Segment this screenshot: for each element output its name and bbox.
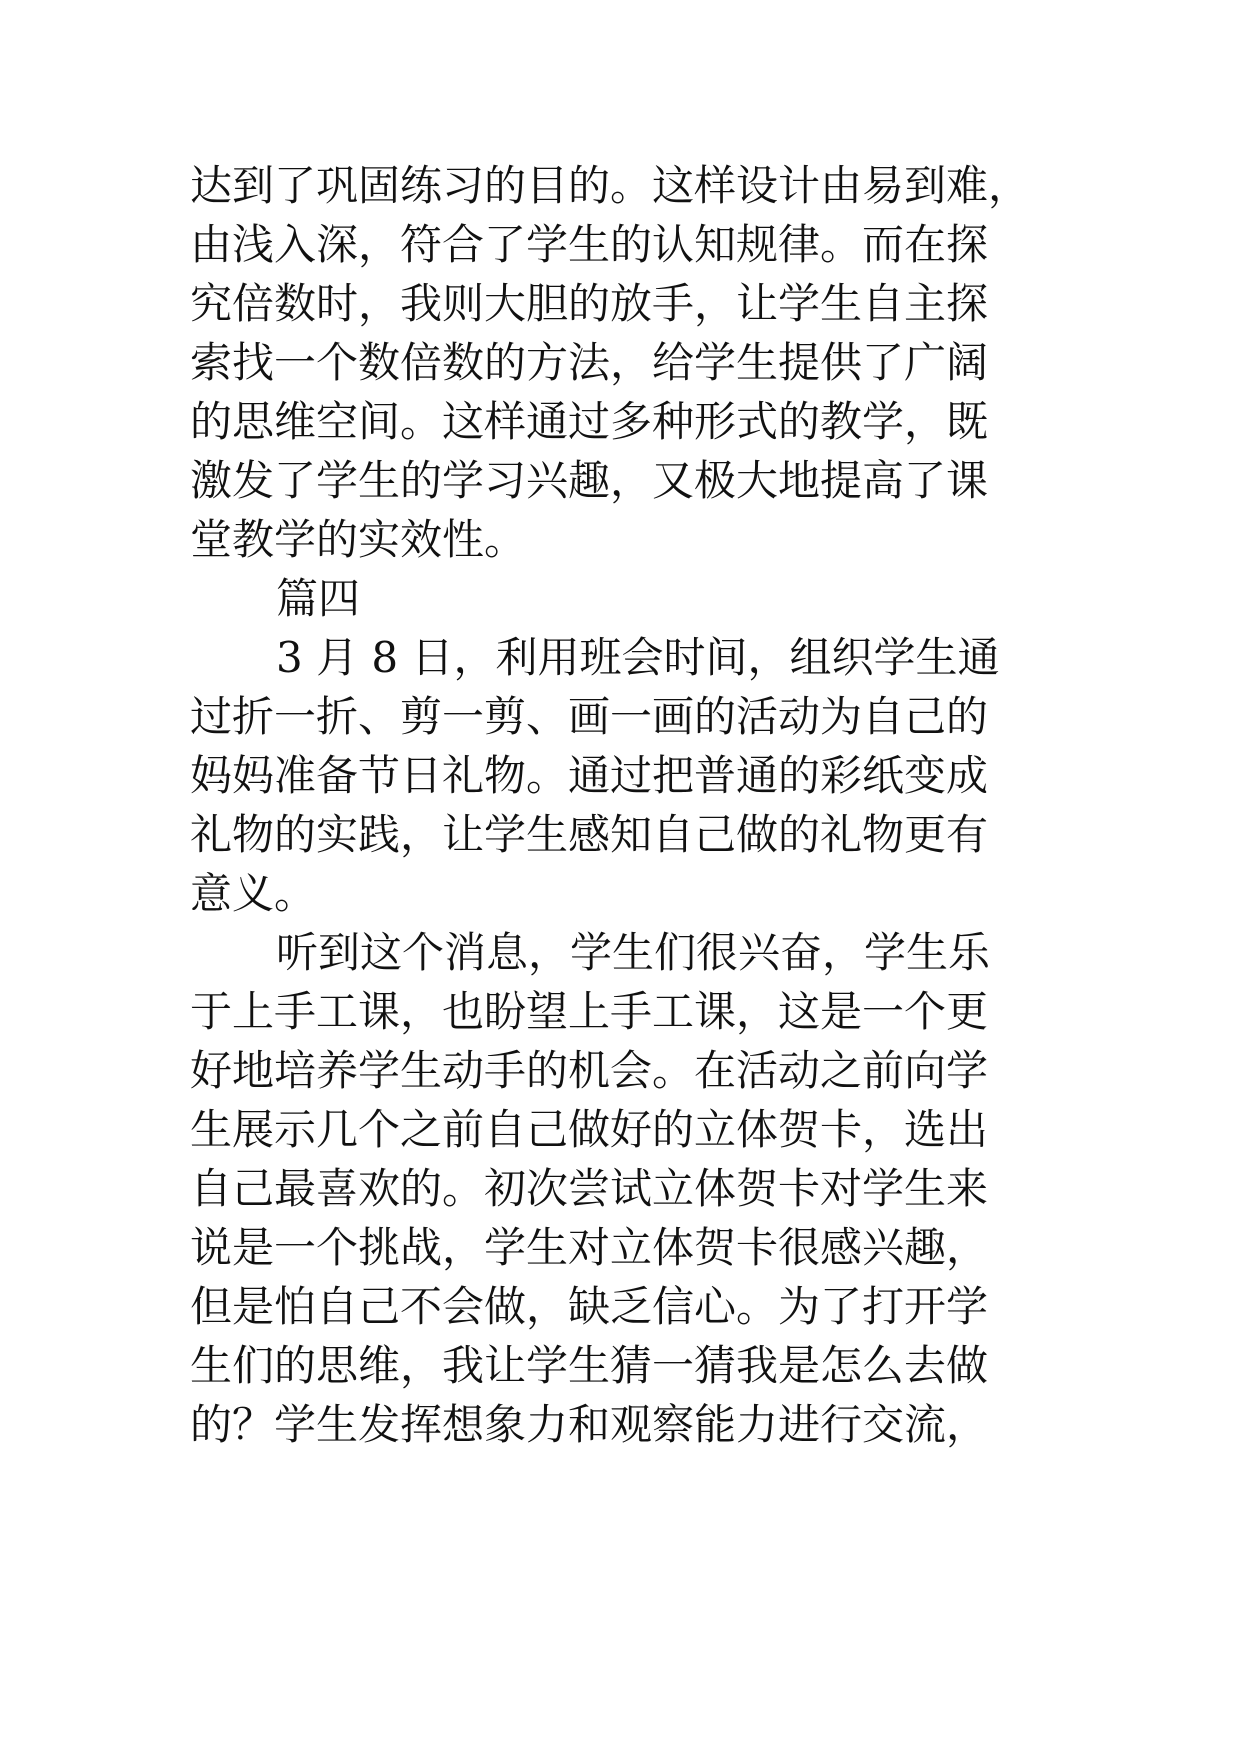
- text-line: 堂教学的实效性。: [190, 515, 527, 564]
- paragraph-line: 听到这个消息，学生们很兴奋，学生乐: [276, 928, 991, 977]
- paragraph-line: 妈妈准备节日礼物。通过把普通的彩纸变成: [190, 751, 989, 800]
- text-line: 达到了巩固练习的目的。这样设计由易到难，: [190, 161, 1031, 210]
- paragraph-line: 生展示几个之前自己做好的立体贺卡，选出: [190, 1105, 989, 1154]
- text-line: 激发了学生的学习兴趣，又极大地提高了课: [190, 456, 989, 505]
- paragraph-line: 好地培养学生动手的机会。在活动之前向学: [190, 1046, 989, 1095]
- paragraph-line: 的？学生发挥想象力和观察能力进行交流，: [190, 1400, 989, 1449]
- paragraph-line: 过折一折、剪一剪、画一画的活动为自己的: [190, 692, 989, 741]
- paragraph-line: 生们的思维，我让学生猜一猜我是怎么去做: [190, 1341, 989, 1390]
- text-line: 由浅入深，符合了学生的认知规律。而在探: [190, 220, 989, 269]
- paragraph-line: 但是怕自己不会做，缺乏信心。为了打开学: [190, 1282, 989, 1331]
- paragraph-line: 礼物的实践，让学生感知自己做的礼物更有: [190, 810, 989, 859]
- text-line: 索找一个数倍数的方法，给学生提供了广阔: [190, 338, 989, 387]
- text-line: 的思维空间。这样通过多种形式的教学，既: [190, 397, 989, 446]
- paragraph-line: 自己最喜欢的。初次尝试立体贺卡对学生来: [190, 1164, 989, 1213]
- paragraph-line: 意义。: [190, 869, 317, 918]
- paragraph-line: 于上手工课，也盼望上手工课，这是一个更: [190, 987, 989, 1036]
- paragraph-line: 说是一个挑战，学生对立体贺卡很感兴趣，: [190, 1223, 989, 1272]
- paragraph-line: 3 月 8 日，利用班会时间，组织学生通: [276, 633, 1000, 682]
- text-line: 究倍数时，我则大胆的放手，让学生自主探: [190, 279, 989, 328]
- section-heading: 篇四: [276, 574, 361, 623]
